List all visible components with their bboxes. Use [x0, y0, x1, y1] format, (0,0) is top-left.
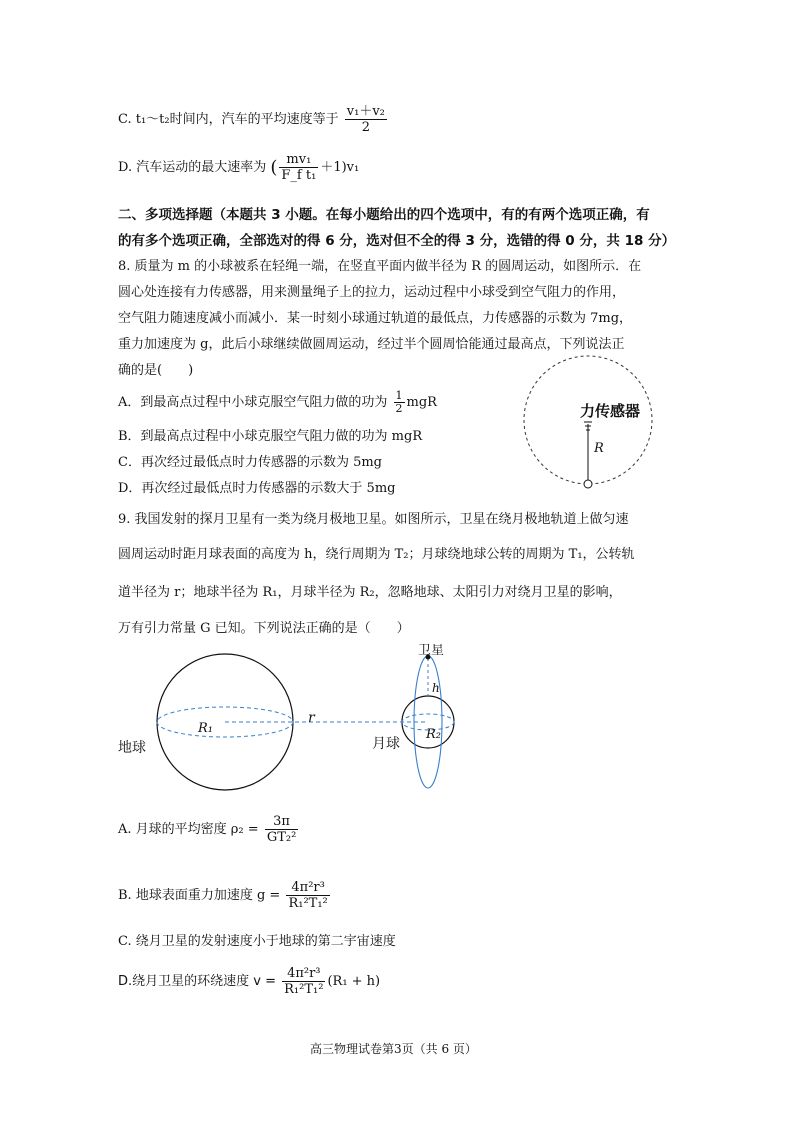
- q8-option-b: B．到最高点过程中小球克服空气阻力做的功为 mgR: [118, 429, 423, 444]
- fraction-numerator: mv₁: [279, 152, 318, 168]
- q8-option-a: [118, 390, 437, 415]
- fraction-denominator: 2: [361, 120, 370, 135]
- q8-stem-line-1: 8. 质量为 m 的小球被系在轻绳一端，在竖直平面内做半径为 R 的圆周运动，如图所示．在: [118, 259, 642, 274]
- sensor-label: 力传感器: [580, 402, 641, 420]
- q8-stem-line-2: 圆心处连接有力传感器，用来测量绳子上的拉力，运动过程中小球受到空气阻力的作用，: [118, 285, 626, 300]
- q8-option-d: D．再次经过最低点时力传感器的示数大于 5mg: [118, 481, 396, 496]
- fraction-numerator: 4π²r³: [286, 880, 329, 896]
- R2-label: R₂: [426, 727, 441, 742]
- q9-stem-line-4: 万有引力常量 G 已知。下列说法正确的是（ ）: [118, 621, 410, 636]
- q7-option-d: [118, 152, 359, 183]
- q9-option-d-text: D.绕月卫星的环绕速度 v =: [118, 974, 276, 989]
- q7-option-c-fraction: [345, 104, 387, 135]
- q8-option-a-tail: mgR: [406, 395, 437, 410]
- satellite-label: 卫星: [418, 644, 445, 658]
- fraction-denominator: R₁²T₁²: [284, 982, 324, 997]
- fraction-denominator: F_f t₁: [281, 168, 317, 183]
- q9-option-a-text: A. 月球的平均密度 ρ₂ =: [118, 822, 259, 837]
- section-heading-line-1: 二、多项选择题（本题共 3 小题。在每小题给出的四个选项中，有的有两个选项正确，有: [118, 207, 650, 223]
- q9-stem-line-3: 道半径为 r；地球半径为 R₁，月球半径为 R₂，忽略地球、太阳引力对绕月卫星的影响，: [118, 585, 622, 600]
- ball: [584, 480, 592, 488]
- earth-label: 地球: [118, 740, 146, 756]
- R1-label: R₁: [198, 721, 213, 736]
- open-paren: (: [270, 157, 278, 178]
- q9-option-b-fraction: [286, 880, 329, 911]
- q7-option-d-tail: ＋1)v₁: [320, 160, 360, 175]
- fraction-denominator: 2: [395, 402, 403, 415]
- q9-stem-line-2: 圆周运动时距月球表面的高度为 h，绕行周期为 T₂；月球绕地球公转的周期为 T₁，公转轨: [118, 547, 635, 562]
- fraction-numerator: 3π: [265, 814, 298, 830]
- q9-option-d-fraction: [282, 966, 325, 997]
- q9-option-d: [118, 966, 380, 997]
- q8-option-a-text: A．到最高点过程中小球克服空气阻力做的功为: [118, 395, 388, 410]
- q9-option-b: [118, 880, 332, 911]
- q8-circular-motion-figure: [520, 352, 660, 494]
- r-label: r: [308, 710, 315, 726]
- q9-option-a-fraction: [265, 814, 298, 845]
- radius-label: R: [594, 441, 604, 456]
- fraction-numerator: 4π²r³: [282, 966, 325, 982]
- q9-option-a: [118, 814, 300, 845]
- q9-earth-moon-figure: [110, 644, 480, 804]
- q8-option-a-fraction: [394, 390, 405, 415]
- q8-stem-line-5: 确的是( ): [118, 363, 194, 378]
- q8-option-c: C．再次经过最低点时力传感器的示数为 5mg: [118, 455, 382, 470]
- h-label: h: [432, 681, 440, 695]
- fraction-denominator: GT₂²: [266, 830, 297, 845]
- q9-option-b-text: B. 地球表面重力加速度 g =: [118, 888, 281, 903]
- page-footer: 高三物理试卷第3页（共 6 页）: [310, 1042, 477, 1056]
- q7-option-c-text: C. t₁～t₂时间内，汽车的平均速度等于: [118, 112, 339, 127]
- section-heading-line-2: 的有多个选项正确，全部选对的得 6 分，选对但不全的得 3 分，选错的得 0 分，共 18 分）: [118, 233, 676, 249]
- q7-option-c: [118, 104, 389, 135]
- q8-stem-line-3: 空气阻力随速度减小而减小．某一时刻小球通过轨道的最低点，力传感器的示数为 7mg，: [118, 311, 633, 326]
- fraction-numerator: 1: [395, 389, 403, 402]
- q7-option-d-fraction: [279, 152, 318, 183]
- q7-option-d-text: D. 汽车运动的最大速率为: [118, 160, 267, 175]
- q9-option-c: C. 绕月卫星的发射速度小于地球的第二宇宙速度: [118, 934, 396, 949]
- moon-label: 月球: [372, 736, 400, 752]
- fraction-numerator: v₁＋v₂: [346, 104, 385, 119]
- q9-stem-line-1: 9. 我国发射的探月卫星有一类为绕月极地卫星。如图所示，卫星在绕月极地轨道上做匀速: [118, 512, 629, 527]
- fraction-denominator: R₁²T₁²: [288, 896, 328, 911]
- q8-stem-line-4: 重力加速度为 g，此后小球继续做圆周运动，经过半个圆周恰能通过最高点，下列说法正: [118, 337, 625, 352]
- q9-option-d-tail: (R₁ + h): [327, 974, 381, 989]
